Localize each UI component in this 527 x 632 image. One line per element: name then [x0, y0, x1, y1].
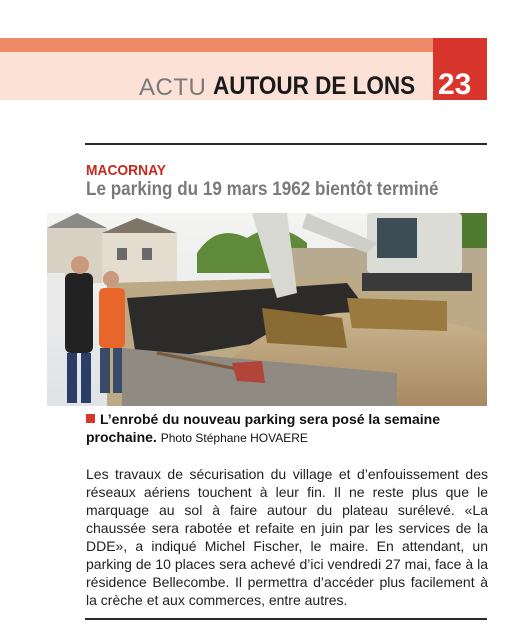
section-title: AUTOUR DE LONS — [213, 72, 416, 100]
section-label: ACTU — [139, 74, 207, 101]
page-number: 23 — [438, 68, 472, 101]
bottom-rule — [85, 618, 487, 620]
photo-credit: Photo Stéphane HOVAERE — [160, 431, 308, 445]
photo-caption — [86, 410, 486, 447]
top-rule — [85, 143, 487, 145]
article-body: Les travaux de sécurisation du village et d’enfouissement des réseaux aériens touchent à leur fin. Il ne reste plus que le marquage au sol à faire autour du plateau surélevé. «La chaussée sera rabotée et refaite en juin par les services de la DDE», a indiqué Michel Fischer, le maire. En attendant, un parking de 10 places sera achevé d’ici vendredi 27 mai, face à la résidence Bellecombe. Il permettra d’accéder plus facilement à la crèche et aux commerces, entre autres. — [86, 466, 488, 608]
article-photo — [47, 213, 487, 406]
header-band-top — [0, 38, 433, 52]
caption-text: L’enrobé du nouveau parking sera posé la semaine prochaine. — [86, 411, 440, 445]
article-kicker: MACORNAY — [86, 162, 166, 179]
article-headline: Le parking du 19 mars 1962 bientôt terminé — [86, 179, 439, 200]
caption-square-icon — [86, 414, 95, 423]
